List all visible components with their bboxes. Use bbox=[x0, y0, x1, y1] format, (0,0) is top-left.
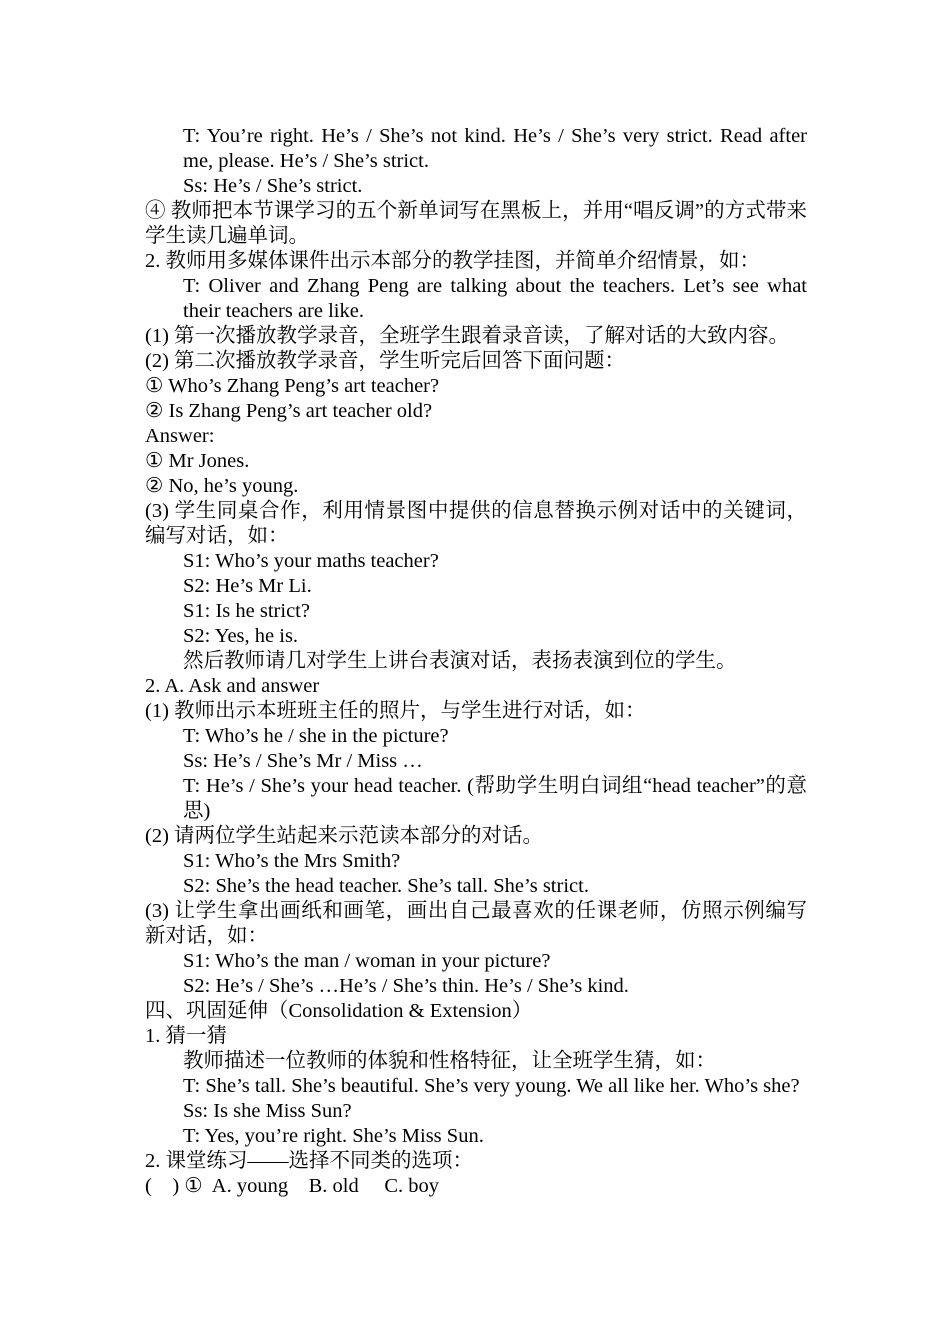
paragraph-step-4: ④ 教师把本节课学习的五个新单词写在黑板上，并用“唱反调”的方式带来学生读几遍单词。 bbox=[145, 200, 807, 247]
answer-2: ② No, he’s young. bbox=[145, 475, 299, 497]
dialogue-line: Ss: He’s / She’s Mr / Miss … bbox=[183, 750, 423, 772]
dialogue-line: S2: She’s the head teacher. She’s tall. She’s strict. bbox=[183, 875, 589, 897]
dialogue-line: S1: Who’s the man / woman in your picture? bbox=[183, 950, 551, 972]
paragraph-listen-1: (1) 第一次播放教学录音，全班学生跟着录音读，了解对话的大致内容。 bbox=[145, 325, 790, 347]
dialogue-line: S1: Is he strict? bbox=[183, 600, 310, 622]
paragraph-drawing: (3) 让学生拿出画纸和画笔，画出自己最喜欢的任课老师，仿照示例编写新对话，如： bbox=[145, 900, 807, 947]
paragraph-guess-intro: 教师描述一位教师的体貌和性格特征，让全班学生猜，如： bbox=[183, 1050, 716, 1072]
section-ask-and-answer: 2. A. Ask and answer bbox=[145, 675, 320, 697]
paragraph-teacher-description: T: She’s tall. She’s beautiful. She’s very young. We all like her. Who’s she? bbox=[183, 1075, 800, 1097]
activity-guess-heading: 1. 猜一猜 bbox=[145, 1025, 227, 1047]
paragraph-listen-2: (2) 第二次播放教学录音，学生听完后回答下面问题： bbox=[145, 350, 626, 372]
dialogue-line: Ss: Is she Miss Sun? bbox=[183, 1100, 352, 1122]
paragraph-photo: (1) 教师出示本班班主任的照片，与学生进行对话，如： bbox=[145, 700, 646, 722]
dialogue-line: S2: He’s Mr Li. bbox=[183, 575, 312, 597]
document-page bbox=[145, 124, 807, 1199]
paragraph-teacher-line-1: T: You’re right. He’s / She’s not kind. He’s / She’s very strict. Read after me, please. He’s / She’s strict. bbox=[183, 125, 807, 172]
question-2: ② Is Zhang Peng’s art teacher old? bbox=[145, 400, 433, 422]
paragraph-step-2-intro: 2. 教师用多媒体课件出示本部分的教学挂图，并简单介绍情景，如： bbox=[145, 250, 760, 272]
paragraph-demo: (2) 请两位学生站起来示范读本部分的对话。 bbox=[145, 825, 544, 847]
dialogue-line: S2: Yes, he is. bbox=[183, 625, 299, 647]
dialogue-line: T: Who’s he / she in the picture? bbox=[183, 725, 449, 747]
paragraph-students-line-1: Ss: He’s / She’s strict. bbox=[183, 175, 363, 197]
dialogue-line: S1: Who’s your maths teacher? bbox=[183, 550, 439, 572]
section-consolidation-heading: 四、巩固延伸（Consolidation & Extension） bbox=[145, 1000, 533, 1022]
paragraph-perform: 然后教师请几对学生上讲台表演对话，表扬表演到位的学生。 bbox=[183, 650, 737, 672]
dialogue-line: S2: He’s / She’s …He’s / She’s thin. He’s / She’s kind. bbox=[183, 975, 629, 997]
answer-1: ① Mr Jones. bbox=[145, 450, 250, 472]
dialogue-line: T: Yes, you’re right. She’s Miss Sun. bbox=[183, 1125, 484, 1147]
dialogue-line: S1: Who’s the Mrs Smith? bbox=[183, 850, 401, 872]
exercise-heading: 2. 课堂练习——选择不同类的选项： bbox=[145, 1150, 473, 1172]
paragraph-head-teacher: T: He’s / She’s your head teacher. (帮助学生明白词组“head teacher”的意思) bbox=[183, 775, 807, 822]
paragraph-pair-work: (3) 学生同桌合作，利用情景图中提供的信息替换示例对话中的关键词，编写对话，如： bbox=[145, 500, 807, 547]
question-1: ① Who’s Zhang Peng’s art teacher? bbox=[145, 375, 440, 397]
paragraph-teacher-line-2: T: Oliver and Zhang Peng are talking about the teachers. Let’s see what their teachers are like. bbox=[183, 275, 807, 322]
answer-heading: Answer: bbox=[145, 425, 215, 447]
exercise-item-1: ( ) ① A. young B. old C. boy bbox=[145, 1175, 439, 1197]
